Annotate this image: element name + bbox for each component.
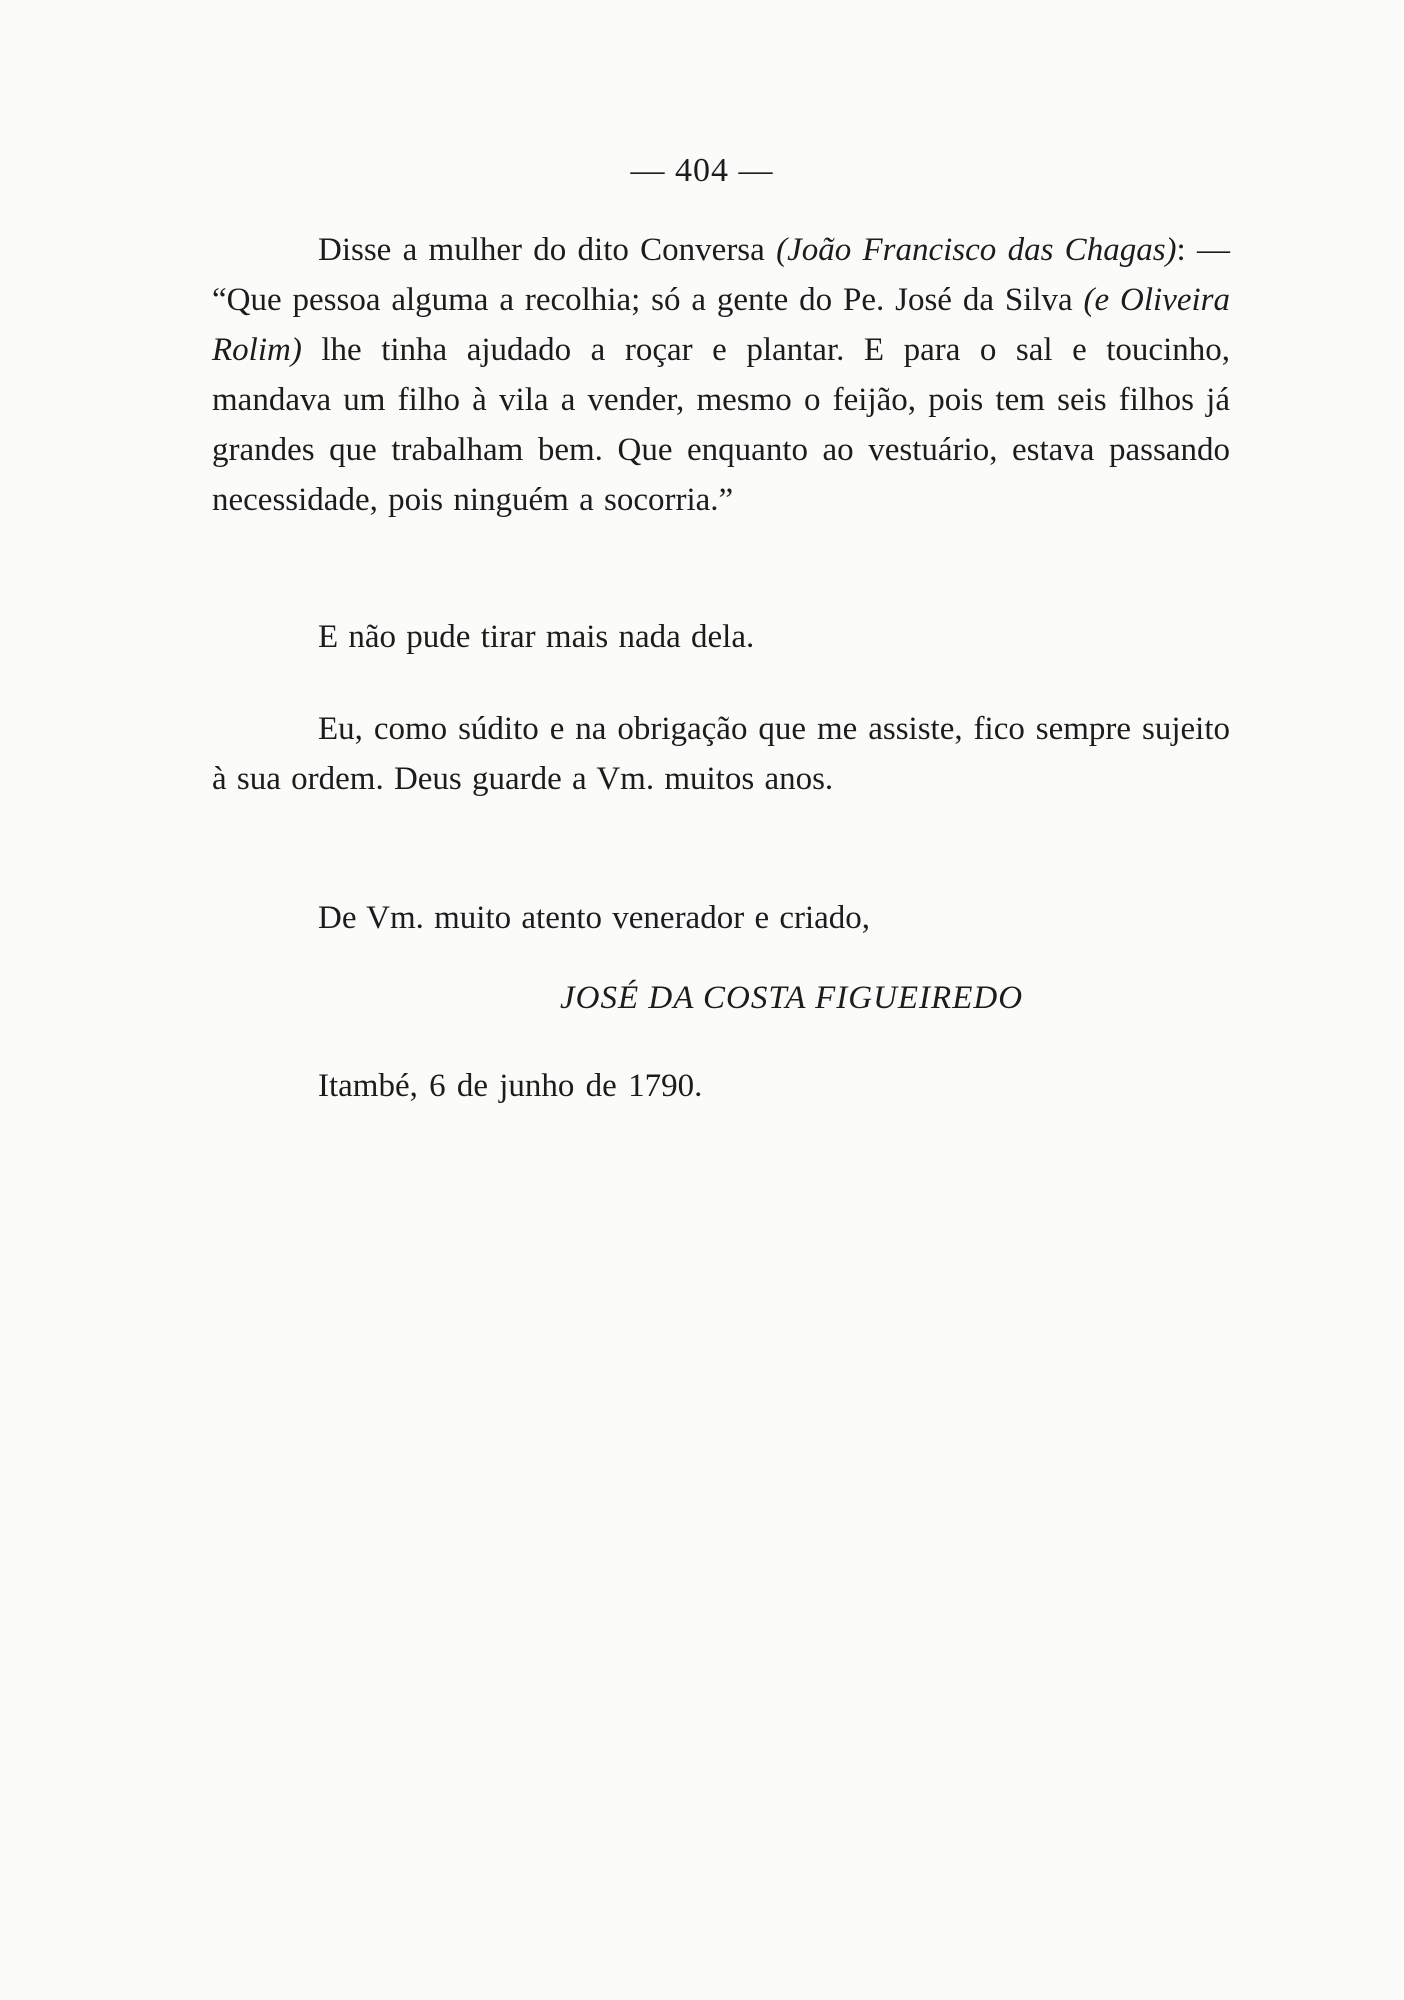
paragraph-salutation (212, 893, 1230, 943)
text-segment: lhe tinha ajudado a roçar e plantar. E para o sal e toucinho, mandava um filho à vila a vender, mesmo o feijão, pois tem seis filhos já grandes que trabalham bem. Que enquanto ao vestuário, estava passando necessidade, pois ninguém a socorria.” (212, 332, 1230, 518)
italic-segment: (e Oliveira Rolim) (212, 282, 1231, 368)
signature: JOSÉ DA COSTA FIGUEIREDO (560, 980, 1024, 1016)
paragraph-closing-text: Eu, como súdito e na obrigação que me assiste, fico sempre sujeito à sua ordem. Deus guarde a Vm. muitos anos. (212, 711, 1230, 797)
paragraph-conclusion (212, 612, 1230, 662)
paragraph-salutation-text: De Vm. muito atento venerador e criado, (318, 900, 871, 936)
italic-segment: (João Francisco das Chagas) (776, 232, 1177, 268)
dateline: Itambé, 6 de junho de 1790. (318, 1068, 703, 1104)
page-number: — 404 — (630, 152, 774, 189)
paragraph-testimony (212, 225, 1230, 525)
paragraph-closing (212, 704, 1230, 804)
text-segment: : — “Que pessoa alguma a recolhia; só a gente do Pe. José da Silva (212, 232, 1230, 318)
paragraph-testimony-text (212, 225, 1230, 525)
text-segment: Disse a mulher do dito Conversa (318, 232, 777, 268)
paragraph-conclusion-text: E não pude tirar mais nada dela. (318, 619, 755, 655)
